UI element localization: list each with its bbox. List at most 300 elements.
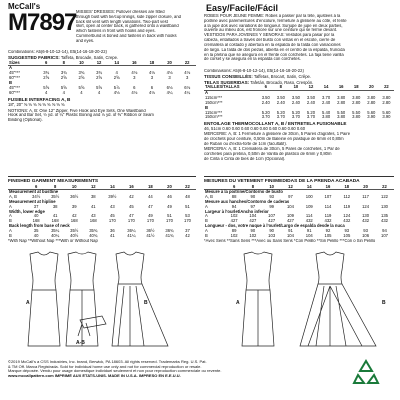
table-cell: 3.80 [352, 95, 361, 101]
entoilage-row: 46, 51cm 0.60 0.60 0.60 0.60 0.60 0.60 0.60 0.60 0.60 [204, 126, 306, 131]
table-cell: 93 [269, 194, 274, 200]
desc-line: à la jupe dos avec variations de longueur. Surjupe de jupe en deux parties, [204, 23, 343, 28]
table-cell: 3.70 [261, 114, 270, 120]
table-cell: 3¾ [96, 70, 102, 76]
table-cell: 2.80 [382, 99, 391, 105]
table-cell: 427 [286, 218, 294, 224]
table-cell: 432 [324, 218, 332, 224]
description-fr-es [204, 14, 394, 62]
table-cell: 130 [362, 213, 370, 219]
table-cell: Largeur à l'ourlet/Ancho inferior [205, 208, 269, 214]
header-cell: 6 [27, 185, 46, 190]
header-cell: 18 [143, 61, 161, 66]
metric-yardage-table [204, 85, 394, 120]
table-cell: 170 [183, 218, 191, 224]
table-cell: 114 [305, 213, 313, 219]
table-cell: 3.50 [261, 95, 270, 101]
table-cell: A [205, 203, 208, 209]
view-label-b-right: B [382, 300, 386, 306]
table-cell: 53 [185, 213, 190, 219]
table-cell: 89 [231, 227, 237, 233]
measure-note-fr-es: *Avec Sens **Sans Sens ***Avec ou Sans Sens *Con Pelillo **Sin Pelillo ***Con o Sin Pelillo [204, 238, 376, 243]
table-cell: 4⅛ [149, 89, 155, 95]
table-cell: 168 [89, 218, 97, 224]
table-cell: 2.80 [337, 99, 346, 105]
table-cell: 5.50 [337, 109, 346, 115]
table-cell: 42 [129, 194, 134, 200]
table-cell: 60"*** [9, 75, 21, 81]
header-cell: 6 [225, 185, 244, 190]
table-cell: 4⅛ [149, 70, 155, 76]
table-cell: 88 [231, 194, 237, 200]
table-cell: 51 [167, 213, 172, 219]
description-en [76, 10, 196, 44]
table-cell: 3.80 [367, 95, 376, 101]
table-cell: 42 [185, 232, 190, 238]
measurements-table [8, 185, 196, 239]
entoilage-heading: ENTOILAGE THERMOCOLLANT A, B / ENTRETELA FUSIONABLE [204, 121, 347, 127]
desc-line: which fastens in front with hooks and eyes. [76, 29, 156, 34]
table-cell: 2⅝ [60, 75, 67, 81]
table-cell: 36½ [70, 194, 79, 200]
table-cell: 2⅝ [78, 75, 85, 81]
table-cell: 93 [363, 227, 368, 233]
table-cell: 3¾ [43, 70, 50, 76]
table-cell: 37 [185, 227, 190, 233]
measurements-section-fr-es [204, 179, 394, 243]
table-cell: 432 [362, 218, 370, 224]
fabrics-text: Taffeta, Brocade, Satin, Crepe. [60, 54, 119, 60]
yardage-section-en [8, 50, 196, 123]
table-cell: 432 [305, 218, 313, 224]
table-cell: 4 [62, 89, 65, 95]
view-label-a: A [26, 300, 30, 306]
mercerie-line: de Cinta o Cinta de bies de 1cm (Opcional). [204, 156, 286, 161]
mesures-heading: MESURES DU VÊTEMENT FINI/MEDIDAS DE LA PRENDA ACABADA [204, 179, 360, 184]
table-cell: 2.80 [367, 99, 376, 105]
table-cell: 150cm*** [205, 114, 223, 120]
interfacing-row: 18", 20" ⅝ ⅝ ⅝ ⅝ ⅝ ⅝ ⅝ ⅝ ⅝ [8, 102, 65, 107]
table-cell: 104 [286, 203, 294, 209]
table-cell: Mesure à la poitrine/Contorno de busto [205, 189, 283, 195]
table-cell: 3.50 [276, 95, 285, 101]
table-cell: B [205, 104, 209, 110]
table-cell: 100 [305, 194, 313, 200]
table-cell: 38 [52, 203, 58, 209]
mercerie-line: de Ruban ou d'extra-forte de 1cm (facultatif). [204, 142, 287, 147]
header-cell: 22 [379, 85, 394, 90]
table-cell: 432 [380, 218, 388, 224]
table-cell: 41½ [146, 232, 155, 238]
table-cell: B [9, 218, 12, 224]
header-cell: 14 [319, 85, 334, 90]
table-cell: 5⅞ [113, 84, 120, 90]
table-cell: 4⅛ [131, 70, 138, 76]
table-cell: 104 [249, 213, 257, 219]
desc-line: and eyes. [76, 38, 95, 43]
table-cell: 3 [133, 75, 136, 81]
header-cell: 18 [337, 185, 356, 190]
table-cell: B [9, 232, 12, 238]
table-row [8, 91, 196, 96]
table-cell: 105 [343, 232, 351, 238]
table-cell: A, B [9, 194, 17, 200]
table-cell: 119 [343, 203, 351, 209]
table-cell: Back length from base of neck [9, 223, 70, 229]
table-cell: A [205, 213, 208, 219]
table-cell: 6 [150, 84, 154, 90]
table-cell: 41 [52, 213, 58, 219]
header-cell: 8 [273, 85, 288, 90]
table-cell: B [205, 232, 208, 238]
desc-line: ouverte au milieu dos, est froncée sur une ceinture qui se ferme devant. [204, 28, 338, 33]
header-cell: 16 [126, 61, 144, 66]
desc-line: Cummerbund is boned and fastens in back with hooks [76, 34, 177, 39]
desc-line: VESTIDOS PARA JÓVENES Y SEÑORAS: Vestidos para pasar por la [204, 33, 335, 38]
table-row [204, 115, 394, 120]
tissus-heading: TISSUS CONSEILLÉS: [204, 73, 253, 79]
table-cell: B [205, 218, 208, 224]
table-cell: 5⅝ [96, 84, 102, 90]
table-cell: 5.50 [352, 109, 361, 115]
telas-text: Tafetán, Brocado, Raso, Crespón. [250, 79, 314, 85]
table-cell: 3.70 [291, 114, 300, 120]
combinations-fr: Combinaisons: A5(6-8-10-12-14), E5(14-16-18-20-22) [204, 69, 304, 73]
table-cell: 168 [70, 218, 78, 224]
table-cell: 60"*** [9, 89, 21, 95]
table-cell: A [9, 203, 12, 209]
header-cell: TAILLES/TALLAS [204, 85, 258, 90]
table-cell: 93 [344, 227, 350, 233]
table-cell: 47 [129, 213, 134, 219]
table-cell: 4 [115, 70, 118, 76]
table-cell: 44 [148, 194, 153, 200]
table-cell: 109 [305, 203, 313, 209]
table-cell: 3.50 [306, 95, 316, 101]
table-cell: 5.40 [322, 109, 331, 115]
table-cell: 3.80 [337, 95, 346, 101]
table-cell: 427 [230, 218, 238, 224]
desc-line: cremallera al costado y abertura en la espalda de la falda con variaciones [204, 42, 341, 47]
tissus-text: Taffetas, Brocart, Satin, Crêpe. [253, 73, 312, 79]
table-cell: 49 [148, 213, 153, 219]
view-label-a-right: A [236, 300, 240, 306]
header-cell: 16 [334, 85, 349, 90]
footer-line: ©2019 McCall's a CSS Industries, Inc. brand, Berwick, PA 18603. All rights reserved. Trademarks Reg. U.S. Pat. [8, 360, 207, 364]
table-cell: 42 [71, 213, 77, 219]
table-cell: 115cm*** [205, 109, 223, 115]
table-cell: 170 [108, 218, 116, 224]
header-cell: 14 [103, 185, 122, 190]
table-cell: 6 [133, 84, 136, 90]
table-cell: 90 [250, 227, 256, 233]
desc-line: de largo. La falda de dos piezas, abierta en el centro de la espalda, fruncida [204, 47, 345, 52]
table-cell: 102 [230, 213, 238, 219]
header-cell: Sizes [8, 61, 37, 66]
table-cell: 43 [109, 203, 115, 209]
view-label-ab: A-B [76, 340, 85, 346]
table-cell: 432 [343, 218, 351, 224]
table-cell: 114 [324, 203, 332, 209]
table-cell: 115cm*** [205, 95, 223, 101]
table-cell: 6⅛ [166, 84, 173, 90]
table-cell: 45 [129, 203, 134, 209]
table-cell: 4⅛ [113, 89, 120, 95]
measure-note: *With Nap **Without Nap ***With or Without Nap [8, 238, 98, 243]
table-cell: A, B [205, 194, 213, 200]
header-cell: 16 [319, 185, 338, 190]
pattern-number: M7897 [8, 9, 77, 36]
table-cell: 3.90 [382, 114, 391, 120]
desc-line: through bust with tie/cup linings, side zipper closure, and [76, 14, 181, 19]
header-cell: 18 [349, 85, 364, 90]
table-cell: 91 [288, 227, 293, 233]
difficulty-label: Easy/Facile/Fácil [206, 3, 279, 13]
header-cell: 12 [84, 185, 103, 190]
table-cell: Mesure aux hanches/Contorno de caderas [205, 199, 290, 204]
header-cell: 20 [161, 61, 179, 66]
table-cell: 135 [380, 213, 388, 219]
table-cell: 124 [343, 213, 351, 219]
view-label-b: B [144, 300, 148, 306]
table-cell: 35¾ [89, 227, 98, 233]
header-cell: 6 [37, 61, 55, 66]
header-cell: 8 [244, 185, 263, 190]
measure-heading: FINISHED GARMENT MEASUREMENTS [8, 179, 99, 184]
table-cell: 94 [382, 227, 387, 233]
table-cell: 3.70 [306, 114, 316, 120]
header-cell: 16 [122, 185, 141, 190]
table-cell: 109 [286, 213, 294, 219]
technical-drawings-right [230, 250, 380, 350]
table-cell: 49 [167, 203, 172, 209]
table-cell: 3.50 [291, 95, 300, 101]
table-cell: 5.60 [382, 109, 391, 115]
table-cell: 34½ [32, 194, 41, 200]
table-cell: 45"*** [9, 70, 21, 76]
brand-label: McCall's [8, 2, 41, 11]
footer-line: & TM Off. Marca Registrada. Sold for individual home use only and not for commercial reproduction or resale. [8, 364, 202, 369]
table-cell: 94 [231, 203, 237, 209]
table-cell: 170 [146, 218, 154, 224]
table-cell: 5⅝ [60, 84, 67, 90]
table-cell: 6⅛ [184, 84, 191, 90]
table-cell: 36 [109, 227, 115, 233]
footer-legal [8, 360, 338, 378]
divider [8, 176, 196, 177]
table-cell: 102 [230, 232, 238, 238]
table-cell: 3¾ [60, 70, 67, 76]
table-cell: 99 [269, 203, 274, 209]
table-cell: 4¼ [184, 89, 191, 95]
table-cell: 5.20 [261, 109, 270, 115]
table-cell: 112 [343, 194, 351, 200]
table-cell: 48 [185, 194, 190, 200]
table-cell: 3 [186, 75, 189, 81]
desc-line: poitrine avec parementures d'encolure, fermeture à glissière au côté, et fente [204, 18, 347, 23]
table-cell: 38 [90, 194, 96, 200]
table-cell: 2⅝ [113, 75, 120, 81]
table-cell: 5.60 [367, 109, 376, 115]
header-cell: 8 [46, 185, 65, 190]
footer-line: www.mccallpattern.com IMPRIMÉ AUX ÉTATS-UNIS. MADE IN U.S.A. IMPRESO EN E.E.U.U. [8, 373, 181, 378]
telas-heading: TELAS SUGERIDAS: [204, 79, 250, 85]
table-cell: 2⅝ [43, 75, 50, 81]
table-cell: 3.70 [322, 95, 331, 101]
table-cell: 150cm*** [205, 99, 223, 105]
yardage-section-fr-es [204, 69, 394, 161]
table-cell: 2.40 [291, 99, 300, 105]
table-cell: 3.80 [382, 95, 391, 101]
mercerie-line: corchetes para pretina, 0,50m de Varilla de plástico de 6mm y 0,80m [204, 151, 332, 156]
desc-line: de corset y se asegura en la espalda con corchetes. [204, 57, 301, 62]
desc-line: MISSES' DRESSES: Pullover dresses are fitted [76, 10, 165, 14]
table-cell: 2.40 [306, 99, 316, 105]
table-cell: 2.80 [352, 99, 361, 105]
table-cell: 41¼ [127, 232, 136, 238]
table-cell: 36¼ [127, 227, 136, 233]
table-cell: 43 [90, 213, 96, 219]
desc-line: en la pretina que se asegura en el frente con corchetes. La faja tiene varilla [204, 52, 344, 57]
table-cell: 119 [324, 213, 332, 219]
header-cell: 12 [303, 85, 318, 90]
table-cell: 36¾ [165, 227, 174, 233]
table-cell: 107 [380, 232, 388, 238]
table-cell: 40 [33, 232, 39, 238]
header-cell: 22 [179, 185, 196, 190]
table-cell: 130 [380, 203, 388, 209]
table-cell: 45 [109, 213, 115, 219]
table-cell: 91 [306, 227, 312, 233]
desc-line: back slit vent with length variations. Two-part vest [76, 19, 168, 24]
table-cell: 168 [32, 218, 40, 224]
recycle-icon [352, 358, 380, 386]
header-cell: 12 [90, 61, 108, 66]
table-cell: 51 [185, 203, 190, 209]
table-cell: 3 [168, 75, 171, 81]
table-cell: 168 [51, 218, 59, 224]
table-cell: 5.20 [276, 109, 285, 115]
table-cell: 170 [127, 218, 135, 224]
divider [204, 176, 394, 177]
table-cell: 170 [165, 218, 173, 224]
header-cell: 10 [288, 85, 303, 90]
table-cell: 35½ [51, 194, 60, 200]
table-cell: 39½ [108, 194, 117, 200]
desc-line: cabeza, entallados a través del busto con vistas en el escote, cierre de [204, 38, 336, 43]
table-cell: 47 [148, 203, 153, 209]
table-cell: 4⅛ [166, 70, 173, 76]
table-cell: 5⅝ [43, 84, 50, 90]
table-cell: 106 [362, 232, 370, 238]
table-cell: 3.80 [322, 114, 331, 120]
table-cell: 40½ [70, 232, 79, 238]
table-cell: 2.40 [322, 99, 331, 105]
table-cell: 5⅝ [78, 84, 85, 90]
table-cell: 37 [33, 203, 39, 209]
table-cell: 124 [362, 203, 370, 209]
table-cell: 3.80 [352, 114, 361, 120]
table-cell: 40 [33, 213, 39, 219]
header-cell: 18 [141, 185, 160, 190]
header-cell: 10 [73, 61, 91, 66]
header-cell: 10 [65, 185, 84, 190]
table-cell: 46 [167, 194, 172, 200]
table-cell: A [205, 227, 208, 233]
table-cell: A [9, 227, 12, 233]
table-cell: 5.20 [291, 109, 300, 115]
header-cell: 22 [375, 185, 394, 190]
table-cell: 104 [305, 232, 313, 238]
table-cell: 2⅝ [96, 75, 102, 81]
table-cell: 4 [97, 89, 101, 95]
header-cell: 10 [262, 185, 281, 190]
table-cell: 107 [324, 194, 332, 200]
table-cell: 427 [249, 218, 257, 224]
table-cell: 97 [288, 194, 293, 200]
table-cell: 97 [250, 203, 256, 209]
header-cell: 6 [258, 85, 273, 90]
table-cell: 40¾ [89, 232, 98, 238]
table-cell: 3 [150, 75, 154, 81]
combinations: Combinations: A5(6-8-10-12-14), E5(14-16-18-20-22) [8, 50, 107, 54]
header-cell: 22 [178, 61, 196, 66]
table-cell: 4¼ [166, 89, 173, 95]
header-cell: 20 [364, 85, 379, 90]
table-cell: 4 [80, 89, 83, 95]
table-cell: 35¼ [51, 227, 60, 233]
table-cell: 4⅛ [131, 89, 138, 95]
header-cell: 8 [55, 61, 73, 66]
table-cell: 107 [268, 213, 276, 219]
table-cell: 40¼ [51, 232, 60, 238]
notions-line: Hook and Bar Set, ½ yd. of ¼" Plastic Boning and ⅞ yd. of ⅜" Ribbon or Seam [8, 113, 154, 118]
table-cell: 105 [324, 232, 332, 238]
table-cell: A [9, 213, 12, 219]
table-cell: 4⅛ [184, 70, 191, 76]
interfacing-heading: FUSIBLE INTERFACING A, B [8, 97, 71, 103]
table-cell: 45"*** [9, 84, 21, 90]
table-cell: 122 [380, 194, 388, 200]
header-cell: 14 [300, 185, 319, 190]
header-cell: 20 [356, 185, 375, 190]
table-cell: 102 [249, 232, 257, 238]
mercerie-line: de crochets pour ceinture, 0,50m de Baleine en plastique de 6mm et 0,80m [204, 137, 344, 142]
notions-line: Binding (Optional). [8, 118, 43, 123]
desc-line: skirt, open at center back, is gathered onto a waistband [76, 24, 179, 29]
table-cell: 3.90 [367, 114, 376, 120]
mercerie-line: MERCERIE: A, B: 1 Fermeture à glissière de 30cm, 5 Paires d'agrafes, 1 Paire [204, 132, 351, 137]
header-cell: 14 [108, 61, 126, 66]
measurements-table-metric [204, 185, 394, 239]
table-cell: 4 [45, 89, 48, 95]
table-cell: 39 [71, 203, 77, 209]
table-cell: 35½ [70, 227, 79, 233]
table-cell: Measurement at bustline [9, 189, 59, 195]
table-cell: 41 [109, 232, 115, 238]
table-cell: 92 [325, 227, 331, 233]
table-cell: B [9, 79, 13, 85]
fabrics-heading: SUGGESTED FABRICS: [8, 54, 60, 60]
yardage-table [8, 61, 196, 96]
table-cell: Longueur - dos, votre nuque à l'ourlet/Largo de espalda desde la nuca [205, 223, 345, 229]
footer-line: Marque déposée. Vendu pour usage domestique individuel seulement et non pour reproduction commerciale ou revente. [8, 369, 222, 374]
measurements-section-en [8, 179, 196, 243]
header-cell: 12 [281, 185, 300, 190]
table-cell: 35 [33, 227, 39, 233]
table-cell: 90 [250, 194, 256, 200]
table-cell: 3¾ [78, 70, 85, 76]
